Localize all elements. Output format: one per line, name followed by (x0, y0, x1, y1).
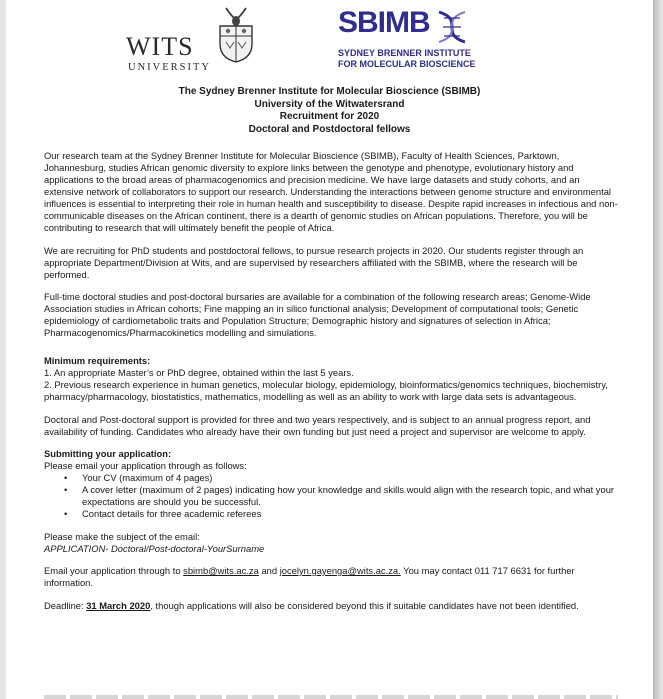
bullet-icon: • (64, 508, 68, 519)
subject-value: APPLICATION- Doctoral/Post-doctoral-YourSurname (44, 542, 265, 554)
sbimb-logo-word: SBIMB (338, 6, 430, 39)
requirements-heading: Minimum requirements: (44, 355, 151, 366)
requirement-2: 2. Previous research experience in human genetics, molecular biology, epidemiology, bioinformatics/genomics techniques, biochemistry, pharmacy/pharmacology, biostatistics, mathematics, modelling as well as an ability to work with large data sets is advantageous. (44, 379, 608, 402)
wits-logo (126, 6, 214, 74)
paragraph-email (44, 565, 618, 589)
dna-helix-icon (435, 10, 469, 44)
title-block (6, 86, 653, 136)
bullet-cover-letter: A cover letter (maximum of 2 pages) indicating how your knowledge and skills would align with the research topic, and what your expectations are should you be successful. (82, 484, 615, 507)
title-recruitment: Recruitment for 2020 (279, 111, 380, 122)
document-body (44, 150, 618, 622)
bullet-referees: Contact details for three academic referees (82, 508, 262, 519)
list-item (44, 484, 618, 508)
email-post: You may contact 011 717 6631 for further information. (44, 565, 575, 588)
email-pre: Email your application through to (44, 565, 184, 576)
deadline-date: 31 March 2020 (86, 599, 151, 611)
wits-logo-name: WITS (126, 32, 194, 61)
email-link-jocelyn[interactable]: jocelyn.gayenga@wits.ac.za. (279, 565, 401, 576)
list-item (44, 508, 618, 520)
paragraph-support: Doctoral and Post-doctoral support is provided for three and two years respectively, and is subject to an annual progress report, and availability of funding. Candidates who already have their own funding but just need a project and supervisor are welcome to apply. (44, 413, 591, 437)
submission-list (44, 472, 618, 520)
bullet-icon: • (64, 472, 68, 483)
title-positions: Doctoral and Postdoctoral fellows (248, 123, 411, 135)
paragraph-recruiting: We are recruiting for PhD students and postdoctoral fellows, to pursue research projects in 2020. Our students register through an appropriate Department/Division at Wits, and are supervised by researchers affiliated with the SBIMB, where the research will be performed. (44, 244, 584, 280)
submission-heading: Submitting your application: (44, 448, 172, 459)
submission-section (44, 448, 618, 520)
paragraph-deadline (44, 600, 618, 612)
viewer-scrollbar[interactable] (653, 0, 663, 699)
paragraph-research-team: Our research team at the Sydney Brenner Institute for Molecular Bioscience (SBIMB), Faculty of Health Sciences, Parktown, Johannesburg, studies African genomic diversity to explore links between the genotype and phenotype, evolutionary history and applications to the broad areas of pharmacogenomics and precision medicine. We have large datasets and study cohorts, and an extensive network of collaborators to support our research. Understanding the interactions between genome structure and environmental influences is essential to interpreting their role in human health and susceptibility to disease. Despite rapid increases in infectious and non-communicable diseases on the African continent, there is a dearth of genomic studies on African populations. Therefore, you will be contributing to research that will ultimately benefit the people of Africa. (44, 150, 618, 233)
email-and: and (258, 565, 280, 576)
requirements-section (44, 355, 618, 403)
paragraph-subject (44, 531, 618, 555)
bullet-cv: Your CV (maximum of 4 pages) (82, 472, 213, 483)
deadline-post: , though applications will also be considered beyond this if suitable candidates have not been identified. (150, 599, 579, 611)
wits-crest-icon (212, 6, 260, 64)
document-page (6, 0, 653, 699)
subject-intro: Please make the subject of the email: (44, 530, 200, 542)
requirement-1: 1. An appropriate Master’s or PhD degree, obtained within the last 5 years. (44, 367, 354, 378)
wits-logo-sub: UNIVERSITY (128, 62, 211, 73)
submission-intro: Please email your application through as follows: (44, 460, 247, 471)
paragraph-research-areas: Full-time doctoral studies and post-doctoral bursaries are available for a combination of the following research areas; Genome-Wide Association studies in African cohorts; Fine mapping an in silico functional analysis; Development of computational tools; Genetic epidemiology of cardiometabolic traits and Population Structure; Demographic history and signatures of selection in Africa; Pharmacogenomics/Pharmacokinetics modelling and simulations. (44, 291, 591, 338)
title-university: University of the Witwatersrand (254, 98, 405, 110)
title-institute: The Sydney Brenner Institute for Molecular Bioscience (SBIMB) (178, 86, 481, 97)
bullet-icon: • (64, 484, 68, 495)
sbimb-logo-line1: SYDNEY BRENNER INSTITUTE (338, 48, 471, 58)
deadline-label: Deadline: (44, 599, 87, 611)
cut-off-line (44, 688, 618, 699)
sbimb-logo-line2: FOR MOLECULAR BIOSCIENCE (338, 59, 476, 69)
email-link-sbimb[interactable]: sbimb@wits.ac.za (183, 565, 259, 576)
list-item (44, 472, 618, 484)
sbimb-logo (334, 6, 494, 72)
